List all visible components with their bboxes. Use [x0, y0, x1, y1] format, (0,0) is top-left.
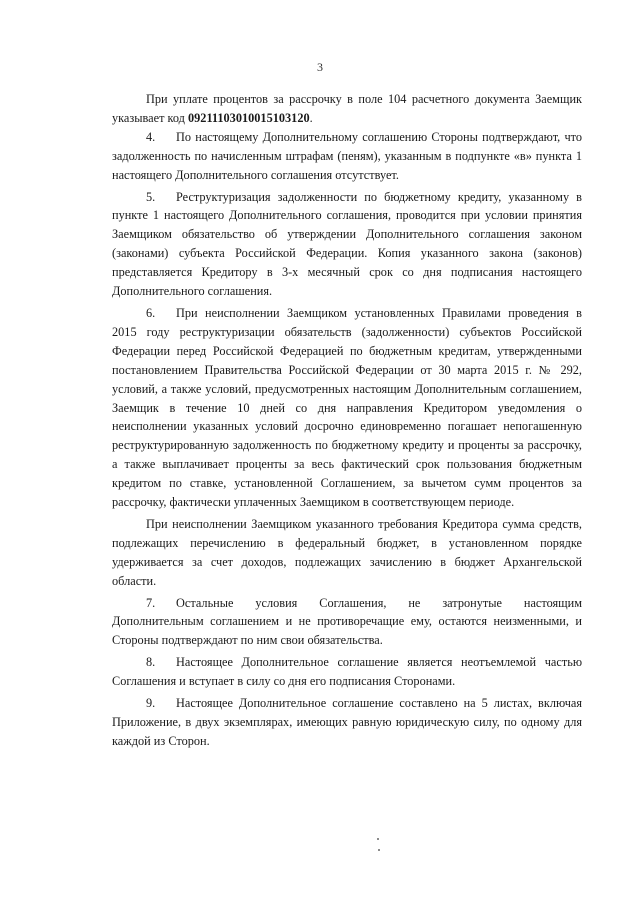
clause-number: 8.	[146, 655, 156, 670]
paragraph-6	[112, 304, 582, 512]
paragraph-interest-code	[112, 90, 582, 128]
paragraph-text: При уплате процентов за рассрочку в поле 104 расчетного документа Заемщик указывает код	[112, 92, 582, 125]
clause-text: При неисполнении Заемщиком указанного требования Кредитора сумма средств, подлежащих перечислению в федеральный бюджет, в установленном порядке удерживается за счет доходов, подлежащих зачислению в бюджет Архангельской области.	[112, 516, 582, 588]
clause-number: 7.	[146, 595, 156, 610]
clause-text: Настоящее Дополнительное соглашение составлено на 5 листах, включая Приложение, в двух экземплярах, имеющих равную юридическую силу, по одному для каждой из Сторон.	[112, 696, 582, 748]
paragraph-6-continued	[112, 515, 582, 591]
paragraph-5	[112, 188, 582, 301]
clause-number: 4.	[146, 129, 156, 144]
page-number: 3	[317, 60, 323, 74]
payment-code: 09211103010015103120	[188, 110, 310, 125]
scan-speck	[377, 838, 379, 840]
clause-text: Реструктуризация задолженности по бюджетному кредиту, указанному в пункте 1 настоящего Дополнительного соглашения, проводится при условии принятия Заемщиком обязательство об утверждении Дополнительного соглашения законом (законами) субъекта Российской Федерации. Копия указанного закона (законов) представляется Кредитору в 3-х месячный срок со дня подписания настоящего Дополнительного соглашения.	[112, 189, 582, 299]
paragraph-4	[112, 128, 582, 185]
clause-number: 6.	[146, 305, 156, 320]
clause-text: Остальные условия Соглашения, не затронутые настоящим Дополнительным соглашением и не противоречащие ему, остаются неизменными, и Стороны подтверждают по ним свои обязательства.	[112, 595, 582, 648]
clause-text: По настоящему Дополнительному соглашению Стороны подтверждают, что задолженность по начисленным штрафам (пеням), указанным в подпункте «в» пункта 1 настоящего Дополнительного соглашения отсутствует.	[112, 129, 582, 182]
clause-number: 5.	[146, 189, 156, 204]
paragraph-8	[112, 653, 582, 691]
clause-text: Настоящее Дополнительное соглашение является неотъемлемой частью Соглашения и вступает в силу со дня его подписания Сторонами.	[112, 655, 582, 689]
clause-number: 9.	[146, 696, 156, 711]
clause-text: При неисполнении Заемщиком установленных Правилами проведения в 2015 году реструктуризации обязательств (задолженности) субъектов Российской Федерации перед Российской Федерацией по бюджетным кредитам, утвержденными постановлением Правительства Российской Федерации от 30 марта 2015 г. № 292, условий, а также условий, предусмотренных настоящим Дополнительным соглашением, Заемщик в течение 10 дней со дня направления Кредитором уведомления о неисполнении указанных условий досрочно единовременно погашает непогашенную реструктурированную задолженность по бюджетному кредиту и проценты за рассрочку, а также выплачивает проценты за весь фактический срок пользования бюджетным кредитом по ставке, установленной Соглашением, за вычетом сумм процентов за рассрочку, фактически уплаченных Заемщиком в соответствующем периоде.	[112, 305, 582, 510]
document-body	[112, 90, 582, 751]
paragraph-9	[112, 694, 582, 751]
paragraph-end: .	[309, 110, 313, 125]
scan-speck	[378, 849, 380, 851]
paragraph-7	[112, 594, 582, 651]
